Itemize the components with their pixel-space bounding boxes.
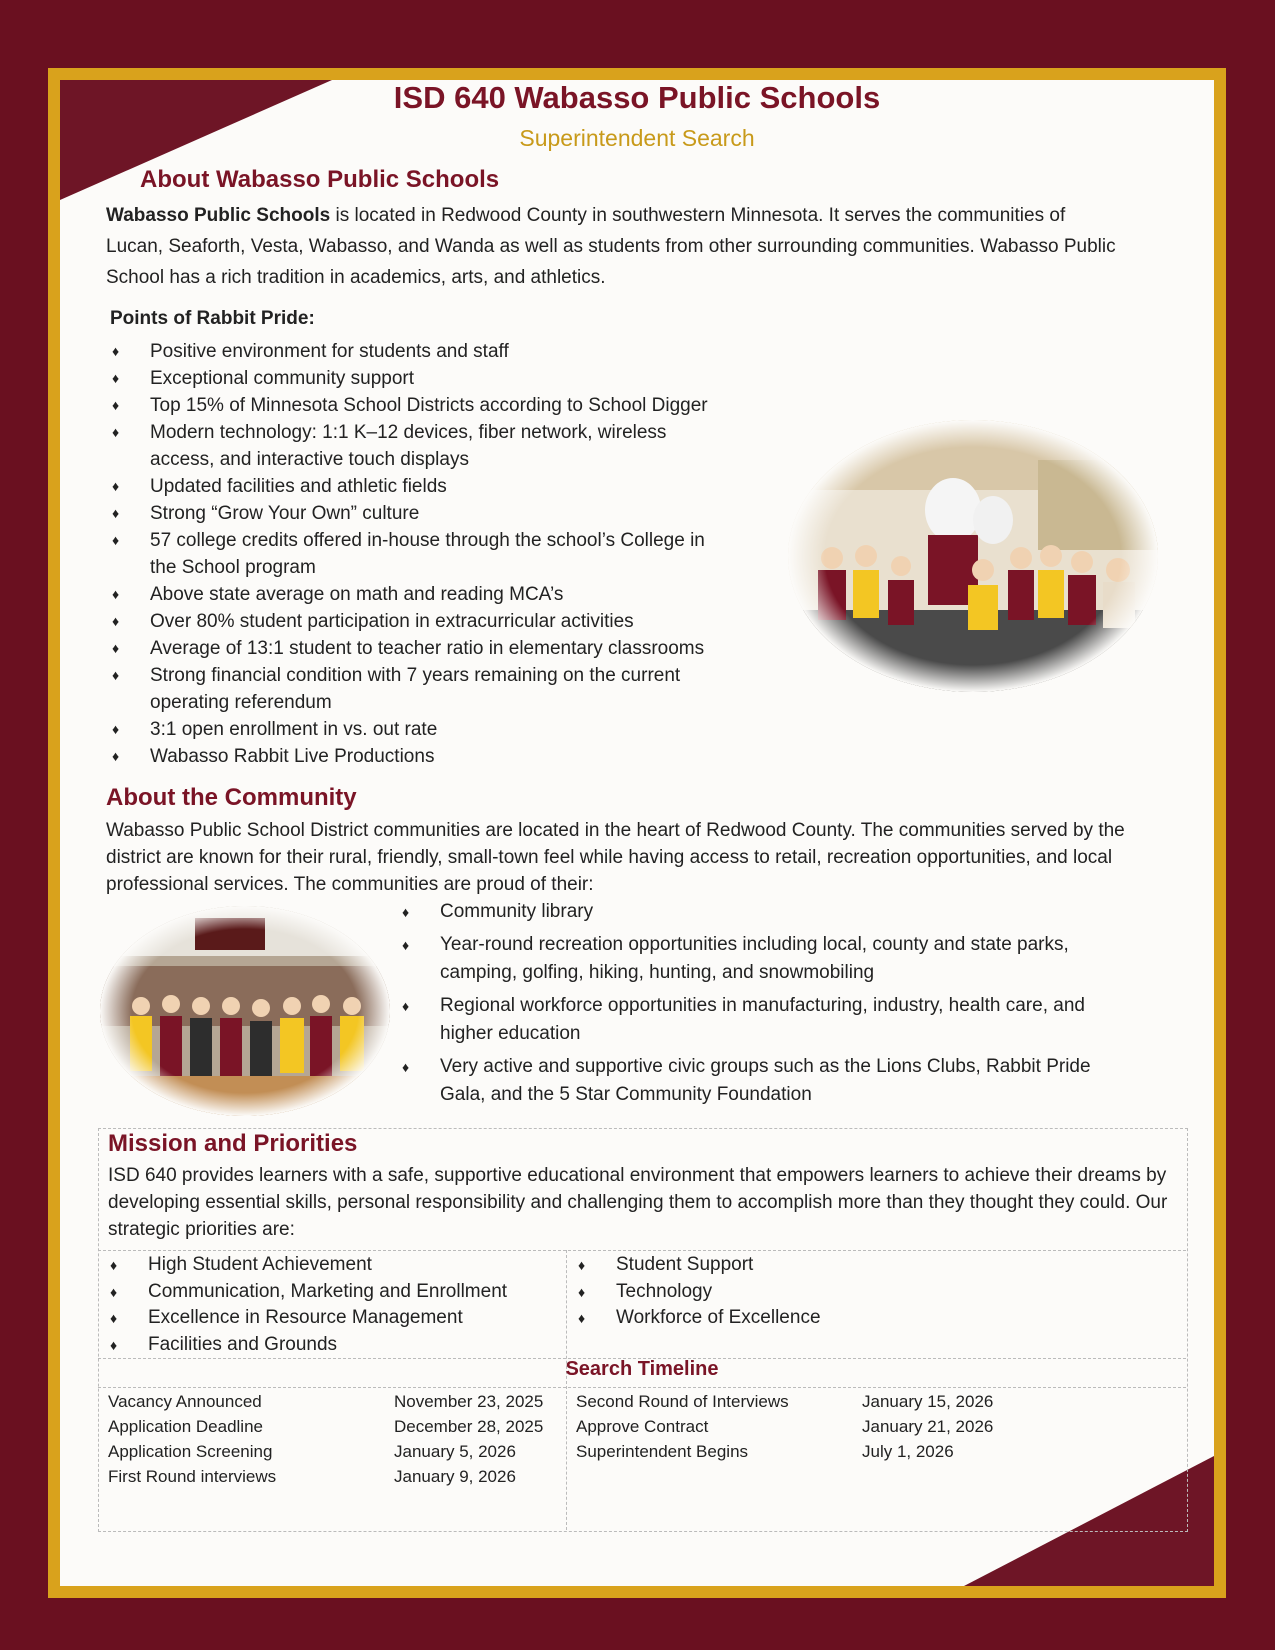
list-item-text: Over 80% student participation in extracurricular activities [150,611,634,632]
bullet-icon: ♦ [112,424,120,440]
list-item [402,931,1122,987]
list-item [112,338,712,365]
list-item-text: Average of 13:1 student to teacher ratio in elementary classrooms [150,638,705,659]
bullet-icon: ♦ [112,748,120,764]
timeline-event: Application Screening [108,1442,273,1461]
community-text: Wabasso Public School District communities are located in the heart of Redwood County. The communities served by the district are known for their rural, friendly, small-town feel while having access to retail, recreation opportunities, and local professional services. The communities are proud of their: [106,820,1125,895]
list-item [110,1332,550,1359]
column-divider [566,1250,567,1530]
list-item [110,1305,550,1332]
about-schools-text [106,200,1126,293]
bullet-icon: ♦ [110,1257,118,1273]
bullet-icon: ♦ [402,937,410,953]
list-item-text: Above state average on math and reading MCA’s [150,584,564,605]
list-item [112,662,712,716]
list-item-text: Community library [440,901,594,922]
list-item-text: Strong financial condition with 7 years remaining on the current operating referendum [150,665,681,713]
bullet-icon: ♦ [112,586,120,602]
list-item-text: Excellence in Resource Management [148,1307,463,1328]
bullet-icon: ♦ [110,1336,118,1353]
list-item [112,743,712,770]
priorities-right-list [578,1252,1018,1332]
bullet-icon: ♦ [112,532,120,548]
list-item-text: Technology [616,1280,713,1302]
list-item [110,1279,550,1306]
list-item [112,365,712,392]
list-item-text: Strong “Grow Your Own” culture [150,503,420,524]
list-item [578,1305,1018,1332]
bullet-icon: ♦ [112,343,120,359]
bullet-icon: ♦ [112,640,120,656]
list-item-text: High Student Achievement [148,1254,372,1275]
community-list [402,898,1122,1114]
bullet-icon: ♦ [110,1310,118,1326]
list-item-text: Modern technology: 1:1 K–12 devices, fiber network, wireless access, and interactive touch displays [150,422,667,470]
bullet-icon: ♦ [578,1283,586,1300]
pride-list [112,338,712,770]
timeline-date: November 23, 2025 [394,1392,544,1411]
timeline-heading: Search Timeline [565,1358,719,1380]
list-item-text: Facilities and Grounds [148,1333,338,1355]
list-item-text: Wabasso Rabbit Live Productions [150,746,435,767]
list-item-text: 57 college credits offered in-house through the school’s College in the School program [150,530,705,578]
list-item-text: Year-round recreation opportunities including local, county and state parks, camping, golfing, hiking, hunting, and snowmobiling [440,934,1069,983]
list-item-text: Student Support [616,1254,754,1275]
bullet-icon: ♦ [402,1059,410,1075]
list-item-text: Regional workforce opportunities in manufacturing, industry, health care, and higher education [440,995,1085,1044]
list-item [112,527,712,581]
list-item [112,608,712,635]
list-item [112,635,712,662]
bullet-icon: ♦ [112,613,120,629]
bullet-icon: ♦ [110,1283,118,1300]
list-item [112,419,712,473]
flyer-page [60,80,1214,1586]
timeline-date: December 28, 2025 [394,1417,544,1436]
timeline-event: Second Round of Interviews [576,1392,789,1411]
timeline-event: First Round interviews [108,1467,277,1486]
timeline-date: January 5, 2026 [394,1442,516,1461]
list-item-text: Communication, Marketing and Enrollment [148,1280,508,1302]
list-item [112,716,712,743]
list-item [112,473,712,500]
bullet-icon: ♦ [578,1310,586,1326]
timeline-event: Approve Contract [576,1417,709,1436]
list-item-text: Very active and supportive civic groups such as the Lions Clubs, Rabbit Pride Gala, and the 5 Star Community Foundation [440,1056,1091,1105]
timeline-date: July 1, 2026 [862,1442,954,1461]
bullet-icon: ♦ [112,505,120,521]
timeline-date: January 21, 2026 [862,1417,994,1436]
list-item-text: Updated facilities and athletic fields [150,476,447,497]
students-mascot-photo [788,420,1158,692]
list-item [112,500,712,527]
bullet-icon: ♦ [112,721,120,737]
bullet-icon: ♦ [402,998,410,1014]
bullet-icon: ♦ [112,667,120,683]
pride-heading: Points of Rabbit Pride: [110,308,315,329]
list-item [112,392,712,419]
timeline-divider-bottom [98,1387,1186,1388]
school-name-bold: Wabasso Public Schools [106,205,331,226]
list-item-text: 3:1 open enrollment in vs. out rate [150,719,438,740]
page-subtitle: Superintendent Search [519,125,755,151]
list-item [402,992,1122,1048]
list-item [578,1279,1018,1306]
bullet-icon: ♦ [112,478,120,494]
priorities-left-list [110,1252,550,1358]
bullet-icon: ♦ [402,904,410,920]
bullet-icon: ♦ [578,1257,586,1273]
mission-text: ISD 640 provides learners with a safe, supportive educational environment that empowers learners to achieve their dreams by developing essential skills, personal responsibility and challenging them to accomplish more than they thought they could. Our strategic priorities are: [108,1165,1168,1240]
list-item-text: Top 15% of Minnesota School Districts according to School Digger [150,395,708,416]
list-item-text: Positive environment for students and staff [150,341,509,362]
mission-heading: Mission and Priorities [108,1130,358,1157]
mission-divider [98,1250,1186,1251]
list-item [110,1252,550,1279]
page-title: ISD 640 Wabasso Public Schools [393,80,881,115]
students-gym-photo [100,906,390,1116]
list-item [112,581,712,608]
timeline-event: Application Deadline [108,1417,263,1436]
timeline-event: Superintendent Begins [576,1442,749,1461]
list-item [578,1252,1018,1279]
about-schools-intro: is located in Redwood County in southwestern Minnesota. It serves the communities of Lucan, Seaforth, Vesta, Wabasso, and Wanda as well as students from other surrounding communities. Wabasso Public School has a rich tradition in academics, arts, and athletics. [106,205,1116,288]
timeline-date: January 9, 2026 [394,1467,516,1486]
about-schools-heading: About Wabasso Public Schools [140,166,500,193]
bullet-icon: ♦ [112,397,120,413]
list-item [402,898,1122,926]
list-item-text: Workforce of Excellence [616,1307,821,1328]
community-heading: About the Community [106,784,357,811]
list-item-text: Exceptional community support [150,368,415,389]
timeline-date: January 15, 2026 [862,1392,994,1411]
list-item [402,1053,1122,1109]
timeline-event: Vacancy Announced [108,1392,262,1411]
bullet-icon: ♦ [112,370,120,386]
